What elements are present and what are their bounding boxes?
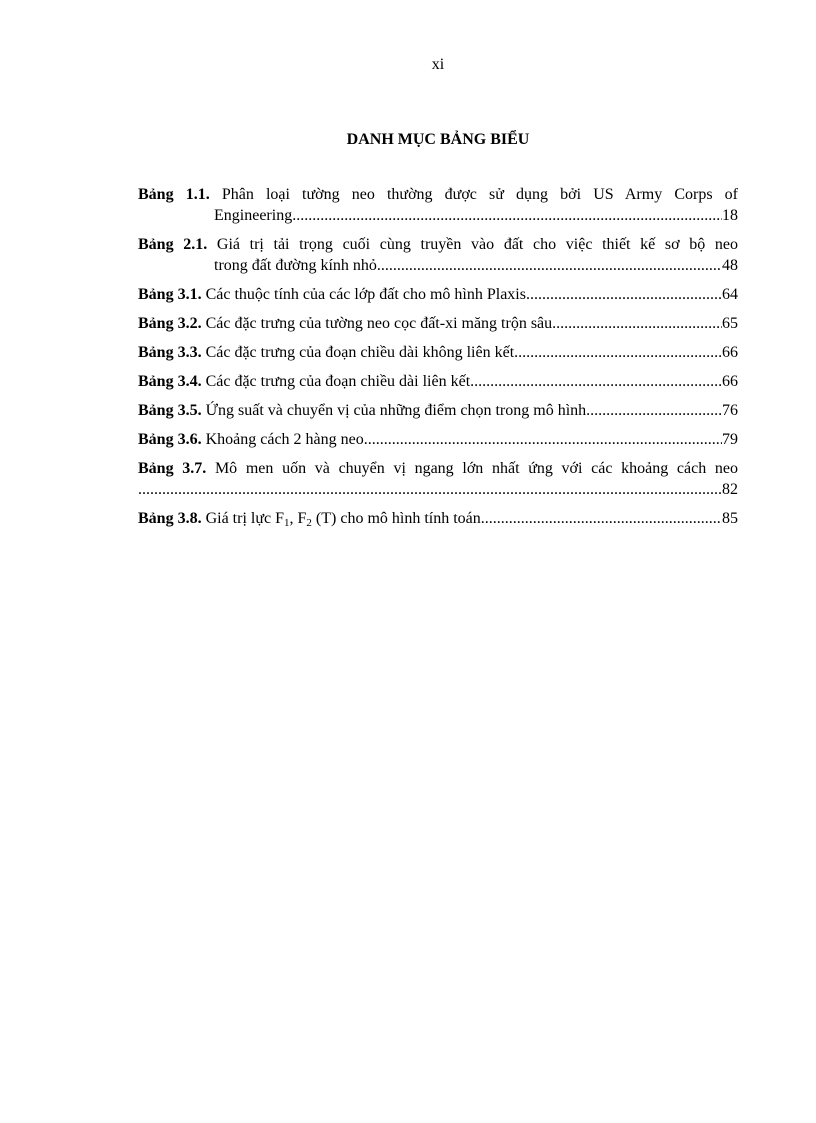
toc-entry-1-1[interactable] xyxy=(138,184,738,226)
entry-label: Bảng 2.1. xyxy=(138,236,208,253)
entry-text: Các thuộc tính của các lớp đất cho mô hình Plaxis xyxy=(205,286,526,303)
entry-text: Giá trị lực $F_1$, $F_2$ (T) cho mô hình tính toán xyxy=(205,510,481,529)
toc-entry-3-3[interactable] xyxy=(138,342,738,363)
dot-leader xyxy=(586,400,722,421)
dot-leader xyxy=(138,479,722,500)
dot-leader xyxy=(481,508,722,529)
entry-page-number: 18 xyxy=(722,207,738,224)
toc-entry-3-4[interactable] xyxy=(138,371,738,392)
dot-leader xyxy=(552,313,722,334)
toc-entry-3-2[interactable] xyxy=(138,313,738,334)
entry-text: Khoảng cách 2 hàng neo xyxy=(205,431,364,448)
entry-page-number: 48 xyxy=(722,257,738,274)
toc-entry-3-6[interactable] xyxy=(138,429,738,450)
dot-leader xyxy=(526,284,722,305)
toc-entry-3-1[interactable] xyxy=(138,284,738,305)
toc-entry-3-8[interactable] xyxy=(138,508,738,529)
page-title: DANH MỤC BẢNG BIỂU xyxy=(346,131,530,148)
page-number: xi xyxy=(431,56,445,73)
entry-text-continued: trong đất đường kính nhỏ. xyxy=(214,257,381,274)
entry-text-continued: Engineering xyxy=(214,207,293,224)
entry-page-number: 85 xyxy=(722,510,738,527)
entry-page-number: 65 xyxy=(722,315,738,332)
entry-text: Các đặc trưng của tường neo cọc đất-xi măng trộn sâu xyxy=(205,315,553,332)
entry-text: Mô men uốn và chuyển vị ngang lớn nhất ứng với các khoảng cách neo xyxy=(214,460,739,477)
table-of-tables xyxy=(138,184,738,537)
dot-leader xyxy=(292,205,722,226)
dot-leader xyxy=(514,342,722,363)
dot-leader xyxy=(364,429,722,450)
entry-text: Các đặc trưng của đoạn chiều dài không liên kết xyxy=(205,344,515,361)
entry-label: Bảng 3.7. xyxy=(138,460,207,477)
entry-label: Bảng 3.8. xyxy=(138,510,202,527)
entry-text: Ứng suất và chuyển vị của những điểm chọn trong mô hình xyxy=(205,402,587,419)
entry-text: Phân loại tường neo thường được sử dụng bởi US Army Corps of xyxy=(221,186,739,203)
dot-leader xyxy=(381,255,722,276)
dot-leader xyxy=(470,371,722,392)
entry-label: Bảng 3.5. xyxy=(138,402,202,419)
entry-label: Bảng 3.4. xyxy=(138,373,202,390)
entry-label: Bảng 1.1. xyxy=(138,186,210,203)
entry-label: Bảng 3.1. xyxy=(138,286,202,303)
toc-entry-2-1[interactable] xyxy=(138,234,738,276)
toc-entry-3-7[interactable] xyxy=(138,458,738,500)
entry-label: Bảng 3.3. xyxy=(138,344,202,361)
entry-page-number: 66 xyxy=(722,344,738,361)
entry-page-number: 76 xyxy=(722,402,738,419)
entry-label: Bảng 3.6. xyxy=(138,431,202,448)
entry-page-number: 82 xyxy=(722,481,738,498)
entry-text: Các đặc trưng của đoạn chiều dài liên kết xyxy=(205,373,471,390)
entry-text: Giá trị tải trọng cuối cùng truyền vào đất cho việc thiết kế sơ bộ neo xyxy=(216,236,739,253)
entry-page-number: 64 xyxy=(722,286,738,303)
toc-entry-3-5[interactable] xyxy=(138,400,738,421)
entry-label: Bảng 3.2. xyxy=(138,315,202,332)
entry-page-number: 66 xyxy=(722,373,738,390)
entry-page-number: 79 xyxy=(722,431,738,448)
